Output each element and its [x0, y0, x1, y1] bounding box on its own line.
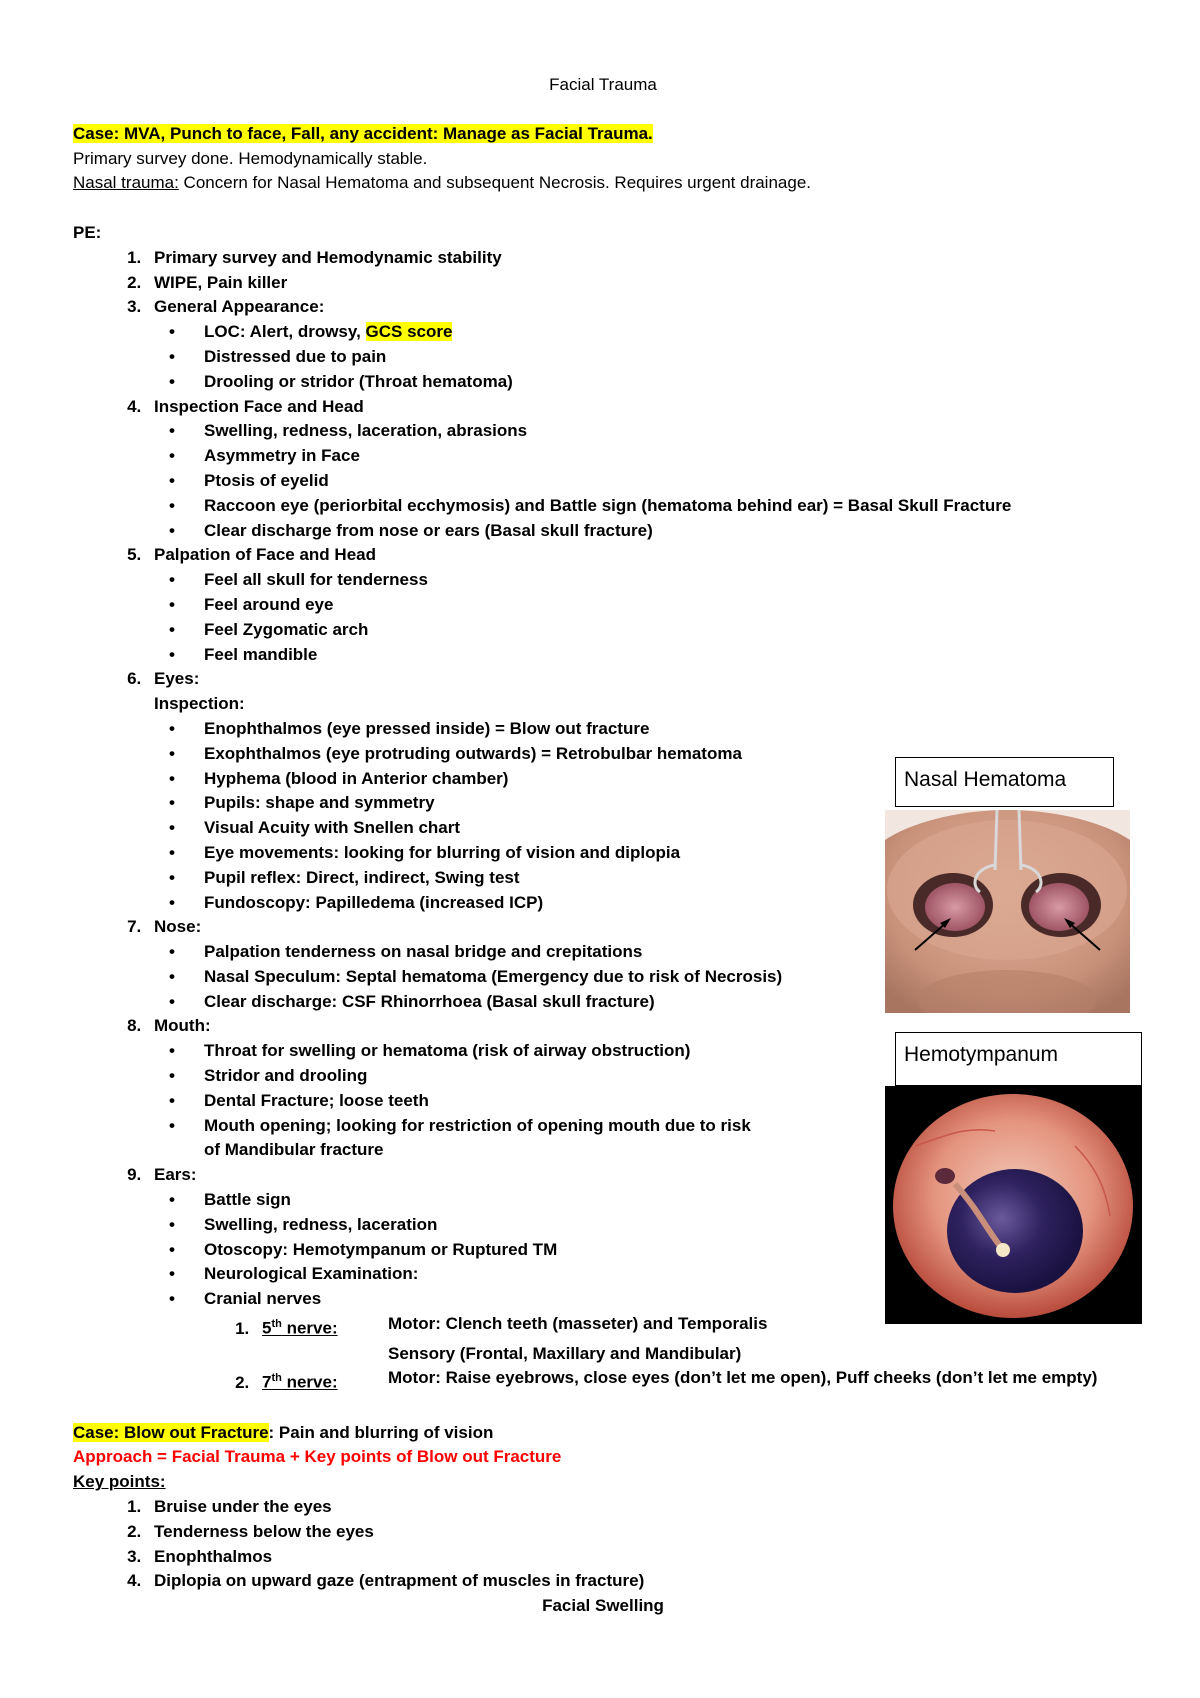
case2-label: Case: Blow out Fracture: [73, 1422, 269, 1442]
list-item: • Ptosis of eyelid: [204, 469, 1133, 494]
pe-item-8-text: Mouth:: [154, 1016, 211, 1036]
case2-line: [73, 1421, 1133, 1446]
nerve-7-suffix: th: [271, 1372, 282, 1385]
pe-item-3: [146, 295, 1133, 394]
pe-item-5-text: Palpation of Face and Head: [154, 545, 376, 565]
list-item: • Exophthalmos (eye protruding outwards) = Retrobulbar hematoma: [204, 742, 1133, 767]
pe-label: PE:: [73, 222, 102, 242]
hemotympanum-illustration: [885, 1086, 1142, 1324]
key-points-label: Key points:: [73, 1472, 166, 1492]
gcs-highlight: GCS score: [365, 322, 453, 342]
case1-label: Case: MVA, Punch to face, Fall, any accident: Manage as Facial Trauma.: [73, 123, 653, 143]
nasal-trauma-text: Concern for Nasal Hematoma and subsequent Necrosis. Requires urgent drainage.: [178, 173, 811, 193]
page-title: Facial Trauma: [549, 75, 657, 94]
nasal-hematoma-image: [885, 810, 1130, 1013]
nerve-7-motor: Motor: Raise eyebrows, close eyes (don’t let me open), Puff cheeks (don’t let me empty): [388, 1368, 1098, 1388]
list-item: • Throat for swelling or hematoma (risk of airway obstruction): [204, 1039, 1133, 1064]
list-item: • Otoscopy: Hemotympanum or Ruptured TM: [204, 1238, 1133, 1263]
key-point-3: 3. Enophthalmos: [146, 1545, 1133, 1570]
case1-stability-line: Primary survey done. Hemodynamically stable.: [73, 148, 428, 168]
nerve-5-word: nerve:: [281, 1318, 338, 1338]
case1-line: [73, 122, 1133, 147]
eyes-inspection-label: Inspection:: [154, 694, 245, 714]
list-item: • Enophthalmos (eye pressed inside) = Blow out fracture: [204, 717, 1133, 742]
nerve-7-word: nerve:: [281, 1372, 338, 1392]
hemotympanum-caption-text: Hemotympanum: [904, 1043, 1059, 1066]
loc-text: LOC: Alert, drowsy,: [204, 322, 366, 342]
list-item: • Mouth opening; looking for restriction of opening mouth due to risk of Mandibular fracture: [204, 1114, 764, 1164]
list-item: • Distressed due to pain: [204, 345, 1133, 370]
nerve-5-motor: Motor: Clench teeth (masseter) and Temporalis: [388, 1314, 768, 1334]
approach-line: Approach = Facial Trauma + Key points of Blow out Fracture: [73, 1447, 562, 1467]
blank-line: [73, 1396, 1133, 1421]
pe-item-4: [146, 395, 1133, 544]
nerve-5-suffix: th: [271, 1318, 282, 1331]
list-item: • Asymmetry in Face: [204, 444, 1133, 469]
list-item: • Pupils: shape and symmetry: [204, 791, 1133, 816]
list-item: • Nasal Speculum: Septal hematoma (Emergency due to risk of Necrosis): [204, 965, 1133, 990]
list-item: • Neurological Examination:: [204, 1262, 1133, 1287]
nerve-7-number: 7: [262, 1372, 272, 1392]
list-item: • Eye movements: looking for blurring of vision and diplopia: [204, 841, 1133, 866]
list-item: • Hyphema (blood in Anterior chamber): [204, 767, 1133, 792]
pe-item-1: [146, 246, 1133, 271]
list-item: [204, 320, 1133, 345]
pe-item-7-text: Nose:: [154, 917, 202, 937]
inspection-list: [154, 419, 1133, 543]
list-item: • Battle sign: [204, 1188, 1133, 1213]
list-item: • Drooling or stridor (Throat hematoma): [204, 370, 1133, 395]
list-item: • Stridor and drooling: [204, 1064, 1133, 1089]
list-item: • Feel all skull for tenderness: [204, 568, 1133, 593]
list-item: • Palpation tenderness on nasal bridge and crepitations: [204, 940, 1133, 965]
general-appearance-list: [154, 320, 1133, 394]
blank-line: [73, 196, 1133, 221]
nasal-trauma-line: [73, 171, 1133, 196]
pe-item-2-text: WIPE, Pain killer: [154, 272, 288, 292]
nerve-item-7: [254, 1366, 1133, 1395]
nasal-hematoma-caption: [895, 757, 1114, 807]
pe-item-2: [146, 271, 1133, 296]
hemotympanum-image: [885, 1086, 1142, 1324]
list-item: • Swelling, redness, laceration, abrasions: [204, 419, 1133, 444]
nasal-hematoma-illustration: [885, 810, 1130, 1013]
nerve-5-sensory: Sensory (Frontal, Maxillary and Mandibular): [388, 1343, 742, 1363]
nasal-trauma-label: Nasal trauma:: [73, 173, 179, 193]
pe-item-4-text: Inspection Face and Head: [154, 396, 364, 416]
key-points-list: [73, 1495, 1133, 1594]
nerve-7-label: [262, 1366, 388, 1395]
list-item: • Swelling, redness, laceration: [204, 1213, 1133, 1238]
list-item: • Clear discharge: CSF Rhinorrhoea (Basal skull fracture): [204, 990, 1133, 1015]
pe-item-5: [146, 543, 1133, 667]
list-item: • Raccoon eye (periorbital ecchymosis) and Battle sign (hematoma behind ear) = Basal Skull Fracture: [204, 494, 1133, 519]
key-point-1: 1. Bruise under the eyes: [146, 1495, 1133, 1520]
list-item: • Feel Zygomatic arch: [204, 618, 1133, 643]
list-item: • Dental Fracture; loose teeth: [204, 1089, 1133, 1114]
pe-item-6-text: Eyes:: [154, 669, 200, 689]
list-item: • Feel around eye: [204, 593, 1133, 618]
footer-title: Facial Swelling: [542, 1596, 664, 1616]
case2-text: : Pain and blurring of vision: [268, 1422, 494, 1442]
pe-item-1-text: Primary survey and Hemodynamic stability: [154, 247, 502, 267]
pe-item-3-text: General Appearance:: [154, 297, 325, 317]
list-item: • Visual Acuity with Snellen chart: [204, 816, 1133, 841]
list-item: • Feel mandible: [204, 643, 1133, 668]
key-point-2: 2. Tenderness below the eyes: [146, 1520, 1133, 1545]
pe-item-9-text: Ears:: [154, 1165, 197, 1185]
cranial-nerves-list: [204, 1312, 1133, 1396]
list-item: • Clear discharge from nose or ears (Basal skull fracture): [204, 519, 1133, 544]
cranial-nerves-label: Cranial nerves: [204, 1289, 322, 1309]
nerve-5-label: [262, 1312, 388, 1341]
nerve-row: [262, 1366, 1133, 1395]
list-item: • Fundoscopy: Papilledema (increased ICP): [204, 891, 1133, 916]
key-point-4: 4. Diplopia on upward gaze (entrapment of muscles in fracture): [146, 1569, 1133, 1594]
nasal-hematoma-caption-text: Nasal Hematoma: [904, 768, 1067, 791]
nerve-5-number: 5: [262, 1318, 272, 1338]
list-item: • Pupil reflex: Direct, indirect, Swing test: [204, 866, 1133, 891]
hemotympanum-caption: [895, 1032, 1142, 1086]
palpation-list: [154, 568, 1133, 667]
